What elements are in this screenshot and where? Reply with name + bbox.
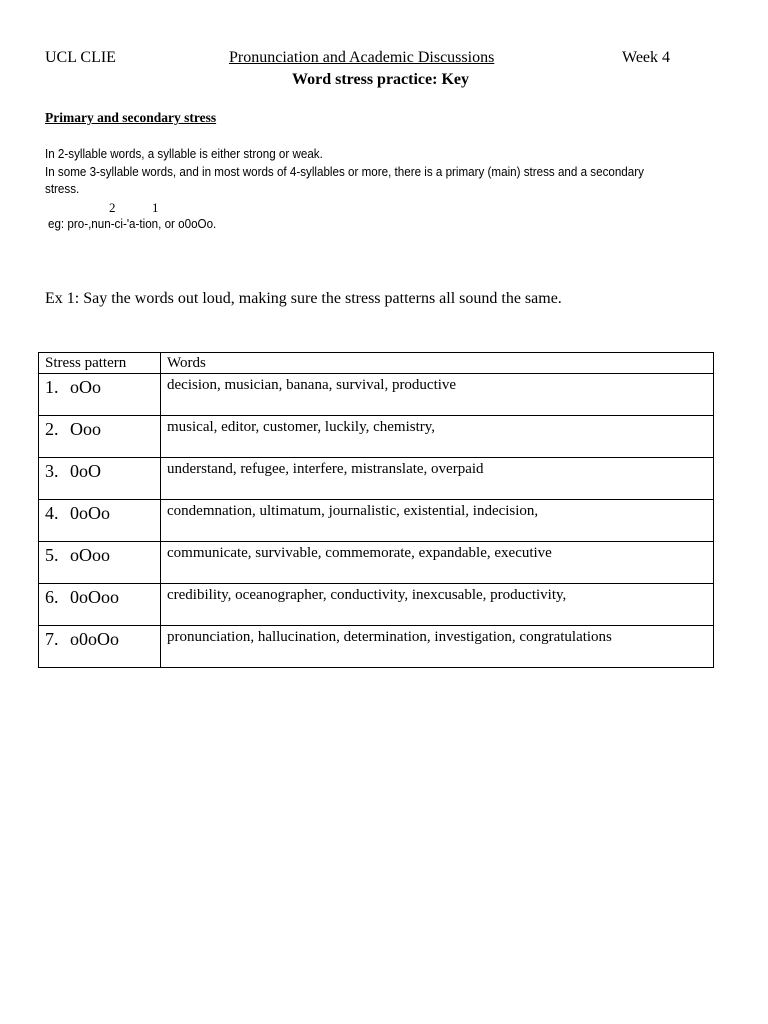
stress-pattern-cell — [39, 584, 161, 626]
table-header-row — [39, 353, 714, 374]
header-week: Week 4 — [622, 49, 671, 66]
table-row — [39, 542, 714, 584]
stress-pattern-cell — [39, 374, 161, 416]
document-subtitle: Word stress practice: Key — [292, 71, 469, 88]
stress-pattern: 0oOoo — [70, 587, 119, 607]
table-row — [39, 500, 714, 542]
column-header-stress-pattern: Stress pattern — [39, 353, 161, 374]
stress-pattern-cell — [39, 500, 161, 542]
words-cell: credibility, oceanographer, conductivity, inexcusable, productivity, — [161, 584, 714, 626]
header-institution: UCL CLIE — [45, 49, 116, 66]
stress-pattern-table — [38, 352, 714, 668]
stress-pattern: 0oOo — [70, 503, 110, 523]
table-row — [39, 374, 714, 416]
words-cell: understand, refugee, interfere, mistranslate, overpaid — [161, 458, 714, 500]
intro-line-1: In 2-syllable words, a syllable is either strong or weak. — [45, 147, 323, 161]
secondary-stress-mark: 2 — [109, 200, 116, 215]
primary-stress-mark: 1 — [152, 200, 159, 215]
words-cell: condemnation, ultimatum, journalistic, existential, indecision, — [161, 500, 714, 542]
stress-pattern: oOo — [70, 377, 101, 397]
row-number: 1. — [45, 377, 59, 397]
row-number: 5. — [45, 545, 59, 565]
table-row — [39, 458, 714, 500]
words-cell: pronunciation, hallucination, determination, investigation, congratulations — [161, 626, 714, 668]
intro-line-2: In some 3-syllable words, and in most words of 4-syllables or more, there is a primary (main) stress and a secondary stress. — [45, 164, 644, 196]
words-cell: decision, musician, banana, survival, productive — [161, 374, 714, 416]
table-row — [39, 416, 714, 458]
row-number: 4. — [45, 503, 59, 523]
stress-marks — [109, 200, 159, 216]
stress-pattern: Ooo — [70, 419, 101, 439]
words-cell: communicate, survivable, commemorate, expandable, executive — [161, 542, 714, 584]
example-line: eg: pro-,nun-ci-'a-tion, or o0oOo. — [48, 217, 217, 231]
row-number: 7. — [45, 629, 59, 649]
column-header-words: Words — [161, 353, 714, 374]
stress-pattern-cell — [39, 626, 161, 668]
section-heading: Primary and secondary stress — [45, 110, 217, 125]
stress-pattern: o0oOo — [70, 629, 119, 649]
stress-pattern-cell — [39, 416, 161, 458]
stress-pattern-cell — [39, 542, 161, 584]
intro-text — [45, 146, 677, 199]
row-number: 6. — [45, 587, 59, 607]
row-number: 3. — [45, 461, 59, 481]
stress-pattern-cell — [39, 458, 161, 500]
table-row — [39, 584, 714, 626]
row-number: 2. — [45, 419, 59, 439]
stress-pattern: 0oO — [70, 461, 101, 481]
stress-pattern: oOoo — [70, 545, 110, 565]
table-row — [39, 626, 714, 668]
words-cell: musical, editor, customer, luckily, chemistry, — [161, 416, 714, 458]
exercise-heading: Ex 1: Say the words out loud, making sure the stress patterns all sound the same. — [45, 290, 562, 307]
header-course-title: Pronunciation and Academic Discussions — [229, 49, 495, 66]
